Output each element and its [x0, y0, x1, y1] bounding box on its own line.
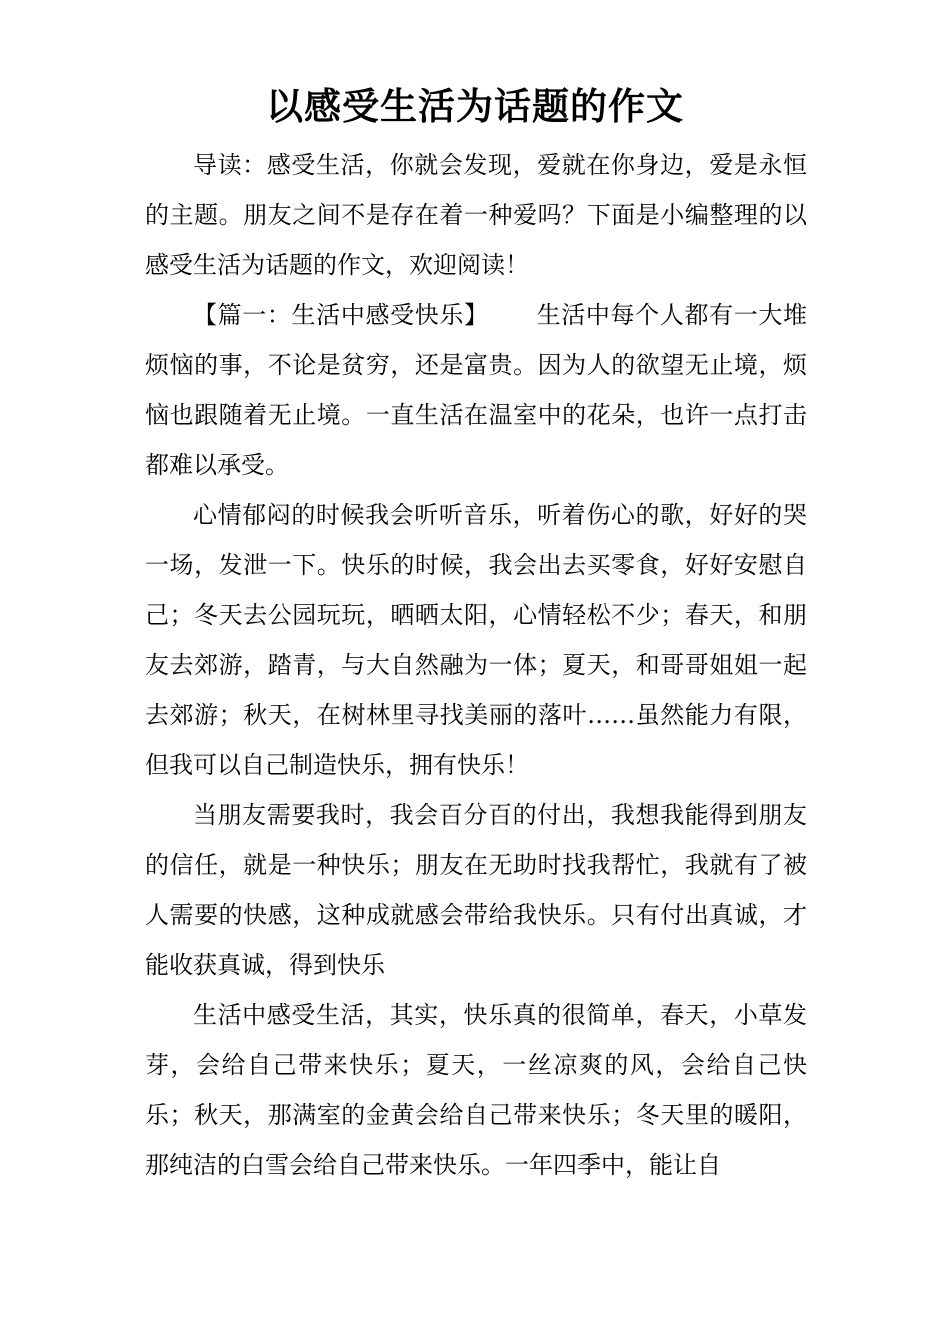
paragraph-mood	[145, 490, 807, 790]
paragraph-text: 当朋友需要我时，我会百分百的付出，我想我能得到朋友的信任，就是一种快乐；朋友在无助时找我帮忙，我就有了被人需要的快感，这种成就感会带给我快乐。只有付出真诚，才能收获真诚，得到快乐	[145, 801, 807, 979]
document-title: 以感受生活为话题的作文	[266, 84, 684, 128]
paragraph-friends	[145, 790, 807, 990]
document-body	[145, 140, 807, 1190]
paragraph-text: 生活中每个人都有一大堆烦恼的事，不论是贫穷，还是富贵。因为人的欲望无止境，烦恼也跟随着无止境。一直生活在温室中的花朵，也许一点打击都难以承受。	[145, 301, 808, 479]
paragraph-section-one	[145, 290, 807, 490]
paragraph-seasons	[145, 990, 807, 1190]
section-heading: 【篇一：生活中感受快乐】	[193, 301, 489, 329]
paragraph-text: 生活中感受生活，其实，快乐真的很简单，春天，小草发芽，会给自己带来快乐；夏天，一丝凉爽的风，会给自己快乐；秋天，那满室的金黄会给自己带来快乐；冬天里的暖阳，那纯洁的白雪会给自己带来快乐。一年四季中，能让自	[145, 1001, 807, 1179]
paragraph-text: 心情郁闷的时候我会听听音乐，听着伤心的歌，好好的哭一场，发泄一下。快乐的时候，我会出去买零食，好好安慰自己；冬天去公园玩玩，晒晒太阳，心情轻松不少；春天，和朋友去郊游，踏青，与大自然融为一体；夏天，和哥哥姐姐一起去郊游；秋天，在树林里寻找美丽的落叶……虽然能力有限，但我可以自己制造快乐，拥有快乐！	[145, 501, 807, 779]
paragraph-text: 导读：感受生活，你就会发现，爱就在你身边，爱是永恒的主题。朋友之间不是存在着一种爱吗？下面是小编整理的以感受生活为话题的作文，欢迎阅读！	[145, 151, 807, 279]
paragraph-intro	[145, 140, 807, 290]
